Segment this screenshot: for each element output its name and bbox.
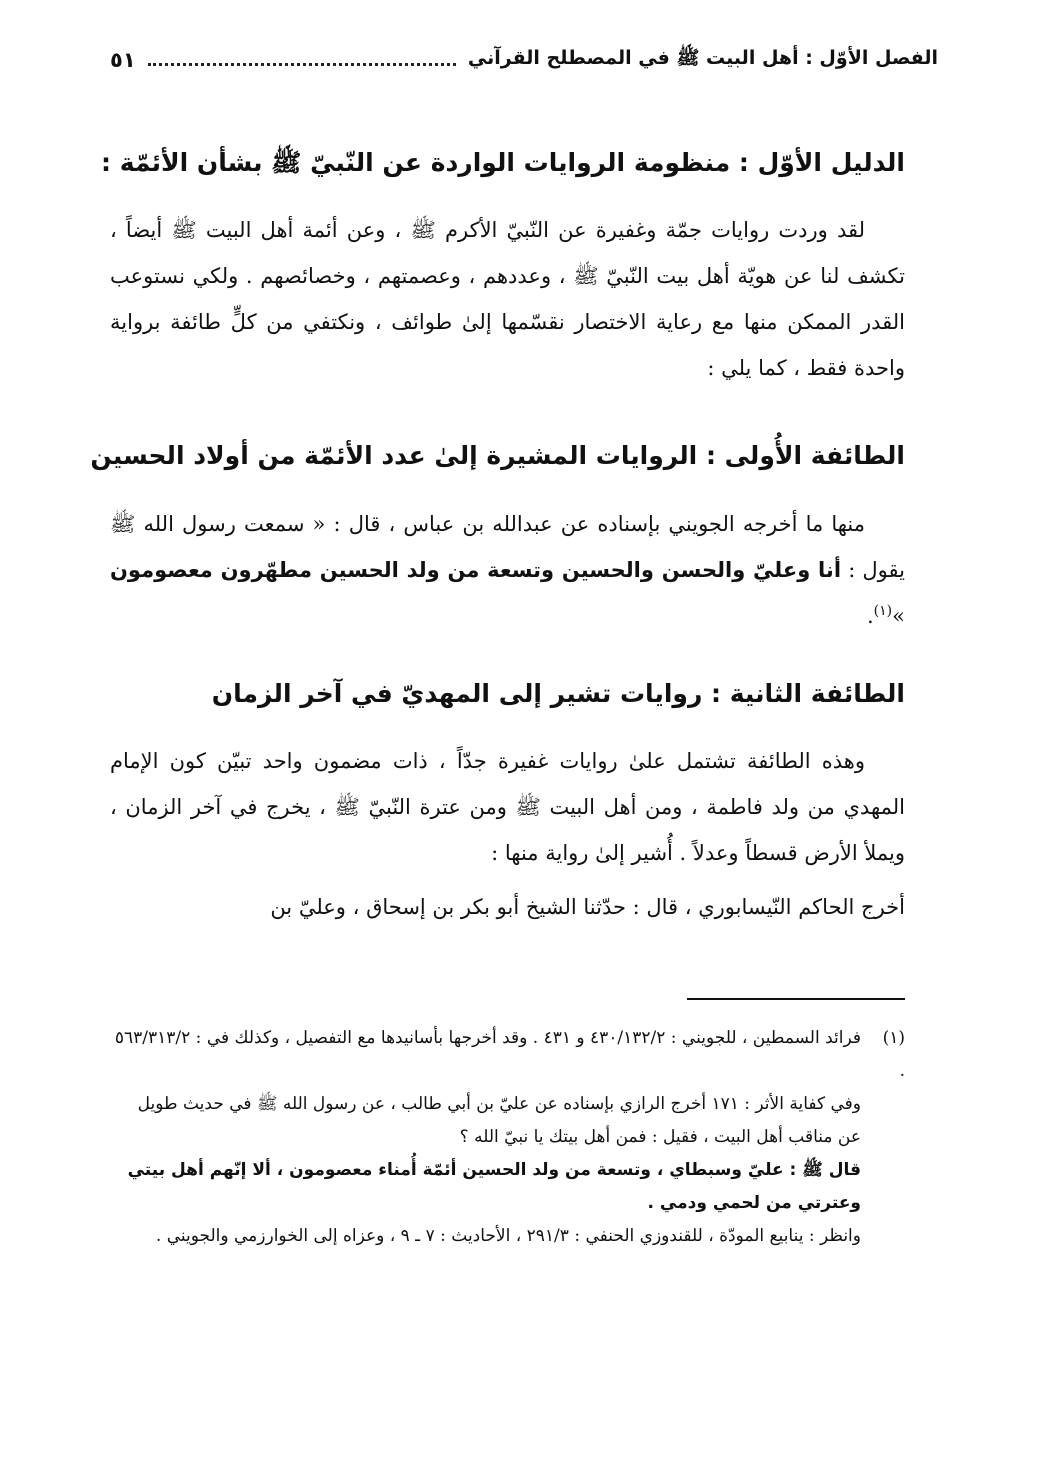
group1-end: .: [866, 604, 874, 628]
footnotes: [110, 1022, 905, 1253]
intro-paragraph: [110, 207, 905, 391]
footnote-line-4: وانظر : ينابيع المودّة ، للقندوزي الحنفي : ٢٩١/٣ ، الأحاديث : ٧ ـ ٩ ، وعزاه إلى الخوارزمي والجويني .: [155, 1226, 861, 1246]
footnote-marker: (١): [882, 1028, 905, 1048]
group1-close: »: [892, 604, 905, 628]
running-header: [110, 46, 938, 74]
intro-text: لقد وردت روايات جمّة وغفيرة عن النّبيّ الأكرم ﷺ ، وعن أئمة أهل البيت ﷺ أيضاً ، تكشف لنا عن هويّة أهل بيت النّبيّ ﷺ ، وعددهم ، وعصمتهم ، وخصائصهم . ولكي نستوعب القدر الممكن منها مع رعاية الاختصار نقسّمها إلىٰ طوائف ، ونكتفي من كلٍّ طائفة برواية واحدة فقط ، كما يلي :: [110, 218, 905, 380]
group1-paragraph: [110, 501, 905, 639]
footnote-line-3: قال ﷺ : عليّ وسبطاي ، وتسعة من ولد الحسين أئمّة أُمناء معصومون ، ألا إنّهم أهل بيتي وعترتي من لحمي ودمي .: [127, 1160, 861, 1213]
group2-paragraph: [110, 738, 905, 930]
group2-heading: الطائفة الثانية : روايات تشير إلى المهديّ في آخر الزمان: [211, 679, 905, 708]
footnote-1: [110, 1022, 905, 1088]
footnote-line-2: وفي كفاية الأثر : ١٧١ أخرج الرازي بإسناده عن عليّ بن أبي طالب ، عن رسول الله ﷺ في حديث طويل عن مناقب أهل البيت ، فقيل : فمن أهل بيتك يا نبيّ الله ؟: [137, 1094, 861, 1147]
group2-text: وهذه الطائفة تشتمل علىٰ روايات غفيرة جدّاً ، ذات مضمون واحد تبيّن كون الإمام المهدي من ولد فاطمة ، ومن أهل البيت ﷺ ومن عترة النّبيّ ﷺ ، يخرج في آخر الزمان ، ويملأ الأرض قسطاً وعدلاً . أُشير إلىٰ رواية منها :: [110, 749, 905, 865]
footnote-divider: [687, 998, 905, 1000]
footnote-ref: (١): [873, 603, 893, 619]
group1-heading: الطائفة الأُولى : الروايات المشيرة إلىٰ عدد الأئمّة من أولاد الحسين: [90, 441, 905, 470]
footnote-line-1: فرائد السمطين ، للجويني : ٤٣٠/١٣٢/٢ و ٤٣١ . وقد أخرجها بأسانيدها مع التفصيل ، وكذلك في : ٥٦٣/٣١٣/٢ .: [114, 1028, 905, 1081]
group1-text: [110, 501, 905, 639]
group2-text2: أخرج الحاكم النّيسابوري ، قال : حدّثنا الشيخ أبو بكر بن إسحاق ، وعليّ بن: [270, 895, 905, 919]
group1-lead: منها ما أخرجه الجويني بإسناده عن عبدالله بن عباس ، قال : « سمعت رسول الله ﷺ يقول :: [110, 512, 905, 582]
group1-quote: أنا وعليّ والحسن والحسين وتسعة من ولد الحسين مطهّرون معصومون: [110, 558, 842, 582]
running-title: الفصل الأوّل : أهل البيت ﷺ في المصطلح القرآني: [467, 47, 938, 69]
page-number: ٥١: [110, 48, 136, 72]
leader-dots: [148, 63, 456, 66]
section-heading: الدليل الأوّل : منظومة الروايات الواردة عن النّبيّ ﷺ بشأن الأئمّة :: [101, 148, 905, 177]
